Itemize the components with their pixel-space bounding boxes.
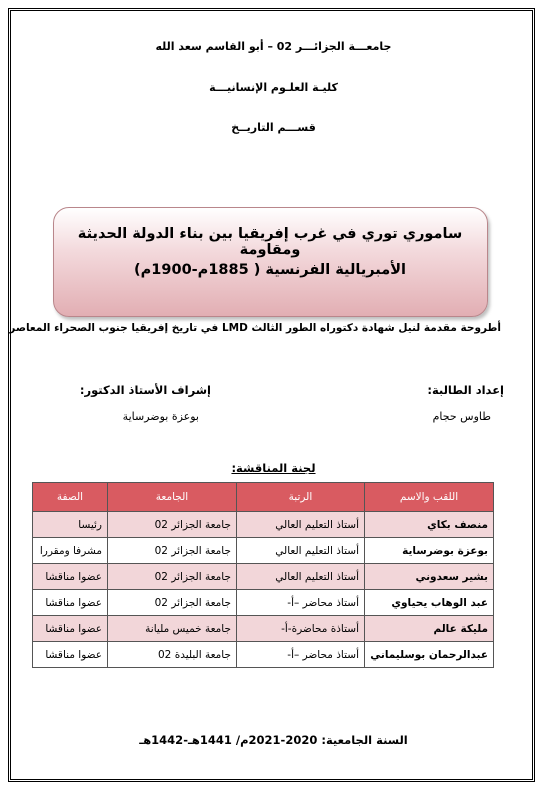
- member-university: جامعة الجزائر 02: [108, 564, 237, 590]
- thesis-title-line2: الأمبريالية الفرنسية ( 1885م-1900م): [134, 262, 406, 278]
- member-role: رئيسا: [33, 512, 108, 538]
- member-role: عضوا مناقشا: [33, 616, 108, 642]
- table-row: [33, 616, 494, 642]
- member-university: جامعة خميس مليانة: [108, 616, 237, 642]
- header-rank: الرتبة: [237, 483, 365, 512]
- member-name: عبدالرحمان بوسليماني: [365, 642, 494, 668]
- member-name: بوعزة بوضرساية: [365, 538, 494, 564]
- member-role: عضوا مناقشا: [33, 564, 108, 590]
- member-role: عضوا مناقشا: [33, 642, 108, 668]
- member-university: جامعة البليدة 02: [108, 642, 237, 668]
- member-university: جامعة الجزائر 02: [108, 590, 237, 616]
- thesis-subtitle: أطروحة مقدمة لنيل شهادة دكتوراه الطور الثالث LMD في تاريخ إفريقيا جنوب الصحراء المعاصر: [9, 322, 501, 334]
- thesis-title-line1: ساموري توري في غرب إفريقيا بين بناء الدولة الحديثة ومقاومة: [77, 226, 463, 258]
- student-name: طاوس حجام: [432, 410, 491, 423]
- supervisor-label: إشراف الأستاذ الدكتور:: [79, 383, 211, 397]
- member-rank: أستاذ محاضر –أ-: [237, 590, 365, 616]
- committee-table: [32, 482, 494, 668]
- table-row: [33, 564, 494, 590]
- academic-year: السنة الجامعية: 2020-2021م/ 1441هـ-1442هـ: [139, 733, 408, 747]
- committee-header-row: [33, 483, 494, 512]
- department-name: قســـم التاريــخ: [231, 121, 316, 134]
- member-role: مشرفا ومقررا: [33, 538, 108, 564]
- supervisor-name: بوعزة بوضرساية: [122, 410, 199, 423]
- university-name: جامعـــة الجزائـــر 02 – أبو القاسم سعد الله: [155, 40, 392, 53]
- member-rank: أستاذ التعليم العالي: [237, 564, 365, 590]
- member-university: جامعة الجزائر 02: [108, 538, 237, 564]
- table-row: [33, 512, 494, 538]
- member-rank: أستاذ التعليم العالي: [237, 512, 365, 538]
- header-university: الجامعة: [108, 483, 237, 512]
- member-rank: أستاذة محاضرة-أ-: [237, 616, 365, 642]
- member-rank: أستاذ التعليم العالي: [237, 538, 365, 564]
- table-row: [33, 538, 494, 564]
- member-role: عضوا مناقشا: [33, 590, 108, 616]
- member-name: بشير سعدوني: [365, 564, 494, 590]
- student-label: إعداد الطالبة:: [427, 383, 504, 397]
- member-name: منصف بكاي: [365, 512, 494, 538]
- committee-title: لجنة المناقشة:: [231, 461, 316, 475]
- member-name: عبد الوهاب يحياوي: [365, 590, 494, 616]
- member-university: جامعة الجزائر 02: [108, 512, 237, 538]
- header-name: اللقب والاسم: [365, 483, 494, 512]
- member-rank: أستاذ محاضر –أ-: [237, 642, 365, 668]
- member-name: مليكة عالم: [365, 616, 494, 642]
- header-role: الصفة: [33, 483, 108, 512]
- table-row: [33, 642, 494, 668]
- faculty-name: كليـة العلـوم الإنسانيـــة: [209, 81, 338, 94]
- table-row: [33, 590, 494, 616]
